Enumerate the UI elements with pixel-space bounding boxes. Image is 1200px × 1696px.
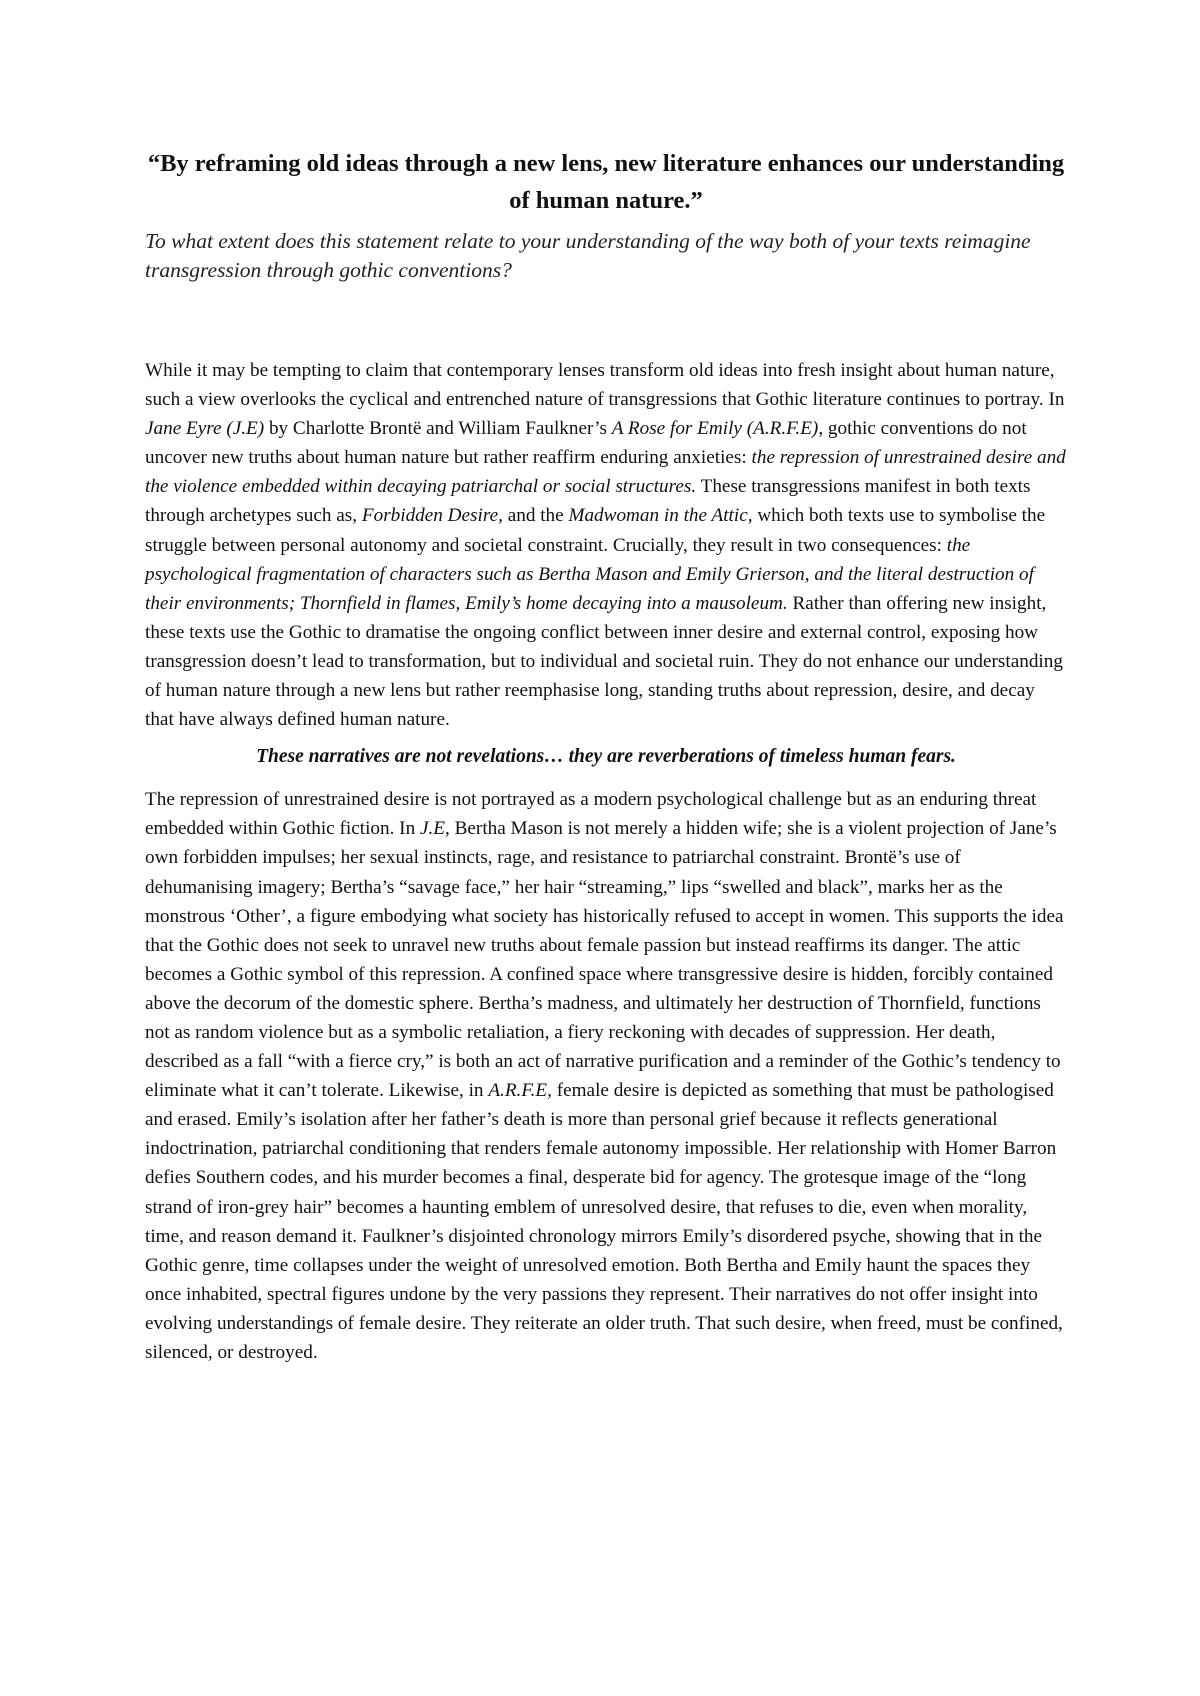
text-span: , Bertha Mason is not merely a hidden wife; she is a violent projection of Jane’s own forbidden impulses; her sexual instincts, rage, and resistance to patriarchal constraint. Brontë’s use of dehumanising imagery; Bertha’s “savage face,” her hair “streaming,” lips “swelled and black”, marks her as the monstrous ‘Other’, a figure embodying what society has historically refused to accept in women. This supports the idea that the Gothic does not seek to unravel new truths about female passion but instead reaffirms its danger. The attic becomes a Gothic symbol of this repression. A confined space where transgressive desire is hidden, forcibly contained above the decorum of the domestic sphere. Bertha’s madness, and ultimately her destruction of Thornfield, functions not as random violence but as a symbolic retaliation, a fiery reckoning with decades of suppression. Her death, described as a fall “with a fierce cry,” is both an act of narrative purification and a reminder of the Gothic’s tendency to eliminate what it can’t tolerate. Likewise, in (145, 818, 1064, 1102)
emphasized-text-span: the psychological fragmentation of characters such as Bertha Mason and Emily Grierson, and the literal destruction of their environments; Thornfield in flames, Emily’s home decaying into a mausoleum. (145, 534, 1034, 614)
text-span: While it may be tempting to claim that contemporary lenses transform old ideas into fresh insight about human nature, such a view overlooks the cyclical and entrenched nature of transgressions that Gothic literature continues to portray. In (145, 360, 1065, 411)
body-paragraph-1 (145, 356, 1067, 734)
emphasized-text-span: A.R.F.E (488, 1080, 548, 1102)
pull-quote: These narratives are not revelations… they are reverberations of timeless human fears. (256, 746, 956, 768)
emphasized-text-span: A Rose for Emily (A.R.F.E) (611, 418, 819, 440)
text-span: , female desire is depicted as something that must be pathologised and erased. Emily’s isolation after her father’s death is more than personal grief because it reflects generational indoctrination, patriarchal conditioning that renders female autonomy impossible. Her relationship with Homer Barron defies Southern codes, and his murder becomes a final, desperate bid for agency. The grotesque image of the “long strand of iron-grey hair” becomes a haunting emblem of unresolved desire, that refuses to die, even when morality, time, and reason demand it. Faulkner’s disjointed chronology mirrors Emily’s disordered psyche, showing that in the Gothic genre, time collapses under the weight of unresolved emotion. Both Bertha and Emily haunt the spaces they once inhabited, spectral figures undone by the very passions they represent. Their narratives do not offer insight into evolving understandings of female desire. They reiterate an older truth. That such desire, when freed, must be confined, silenced, or destroyed. (145, 1080, 1063, 1363)
document-page (145, 145, 1067, 1367)
emphasized-text-span: Jane Eyre (J.E) (145, 418, 265, 440)
emphasized-text-span: the repression of unrestrained desire and the violence embedded within decaying patriarchal or social structures. (145, 447, 1066, 498)
text-span: by Charlotte Brontë and William Faulkner’s (264, 418, 612, 440)
emphasized-text-span: Forbidden Desire, (361, 505, 503, 527)
text-span: These transgressions manifest in both texts through archetypes such as, (145, 476, 1031, 527)
essay-title: “By reframing old ideas through a new lens, new literature enhances our understanding of human nature.” (147, 150, 1065, 214)
text-span: The repression of unrestrained desire is not portrayed as a modern psychological challenge but as an enduring threat embedded within Gothic fiction. In (145, 789, 1037, 840)
text-span: Rather than offering new insight, these texts use the Gothic to dramatise the ongoing conflict between inner desire and external control, exposing how transgression doesn’t lead to transformation, but to individual and societal ruin. They do not enhance our understanding of human nature through a new lens but rather reemphasise long, standing truths about repression, desire, and decay that have always defined human nature. (145, 592, 1063, 731)
emphasized-text-span: Madwoman in the Attic, (568, 505, 753, 527)
text-span: and the (502, 505, 569, 527)
emphasized-text-span: J.E (419, 818, 446, 840)
text-span: which both texts use to symbolise the struggle between personal autonomy and societal constraint. Crucially, they result in two consequences: (145, 505, 1046, 556)
text-span: , gothic conventions do not uncover new truths about human nature but rather reaffirm enduring anxieties: (145, 418, 1027, 469)
essay-question: To what extent does this statement relate to your understanding of the way both of your texts reimagine transgression through gothic conventions? (145, 229, 1031, 282)
body-paragraph-2 (145, 785, 1067, 1367)
